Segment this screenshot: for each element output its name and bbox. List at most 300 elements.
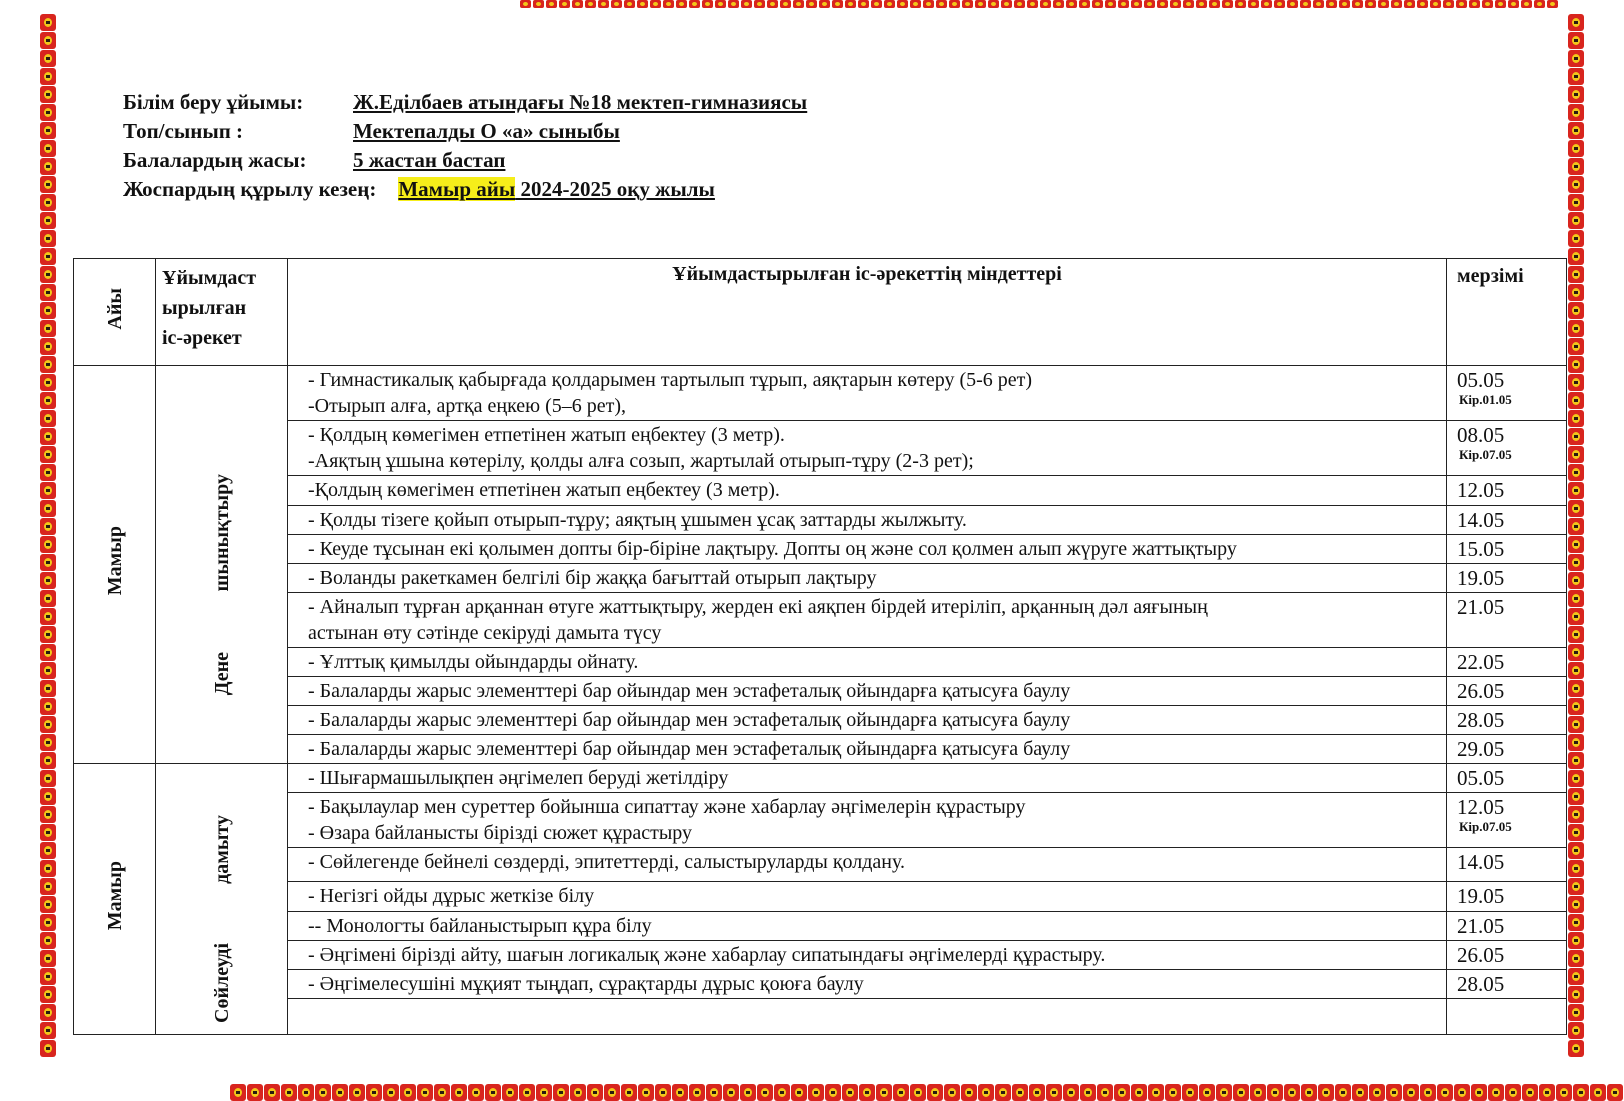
ornament-tile	[995, 1084, 1011, 1101]
ornament-tile	[40, 752, 56, 769]
ornament-tile	[1148, 1084, 1164, 1101]
ornament-tile	[767, 0, 778, 8]
ornament-tile	[1505, 1084, 1521, 1101]
ornament-tile	[663, 0, 674, 8]
ornament-tile	[1352, 1084, 1368, 1101]
ornament-tile	[1568, 608, 1584, 625]
header-row-period	[123, 175, 807, 204]
ornament-tile	[1568, 68, 1584, 85]
ornament-tile	[1568, 1022, 1584, 1039]
ornament-tile	[1365, 0, 1376, 8]
date-cell	[1447, 735, 1567, 764]
activity-text: шынықтыру	[210, 474, 233, 592]
org-label: Білім беру ұйымы:	[123, 90, 304, 114]
ornament-tile	[859, 1084, 875, 1101]
ornament-tile	[40, 266, 56, 283]
ornament-tile	[1335, 1084, 1351, 1101]
month-cell	[74, 366, 156, 764]
ornament-tile	[1165, 1084, 1181, 1101]
ornament-tile	[1568, 158, 1584, 175]
ornament-tile	[1568, 50, 1584, 67]
table-row	[74, 564, 1567, 593]
ornament-tile	[910, 1084, 926, 1101]
task-cell	[288, 506, 1447, 535]
ornament-tile	[1222, 0, 1233, 8]
task-cell	[288, 421, 1447, 476]
ornament-tile	[1568, 212, 1584, 229]
ornament-tile	[40, 950, 56, 967]
date-value: 08.05	[1457, 423, 1505, 447]
date-value: 22.05	[1457, 650, 1505, 674]
ornament-tile	[40, 1022, 56, 1039]
ornament-tile	[1521, 0, 1532, 8]
task-line: - Шығармашылықпен әңгімелеп беруді жетілдіру	[308, 767, 729, 789]
task-cell	[288, 970, 1447, 999]
ornament-tile	[1568, 176, 1584, 193]
ornament-tile	[40, 482, 56, 499]
task-line: - Бақылаулар мен суреттер бойынша сипаттау және хабарлау әңгімелерін құрастыру	[308, 796, 1026, 818]
ornament-tile	[689, 0, 700, 8]
ornament-tile	[1437, 1084, 1453, 1101]
ornament-tile	[871, 0, 882, 8]
ornament-tile	[40, 320, 56, 337]
ornament-tile	[1063, 1084, 1079, 1101]
ornament-tile	[1012, 1084, 1028, 1101]
task-line: - Айналып тұрған арқаннан өтуге жаттықтыру, жерден екі аяқпен бірдей итеріліп, арқанның дәл аяғының	[308, 596, 1208, 618]
ornament-tile	[572, 0, 583, 8]
date-value: 05.05	[1457, 766, 1505, 790]
task-line: -Отырып алға, артқа еңкею (5–6 рет),	[308, 395, 627, 417]
task-line: - Балаларды жарыс элементтері бар ойындар мен эстафеталық ойындарға қатысуға баулу	[308, 738, 1071, 760]
ornament-tile	[40, 86, 56, 103]
ornament-tile	[40, 554, 56, 571]
ornament-tile	[845, 0, 856, 8]
task-cell	[288, 648, 1447, 677]
ornament-tile	[1568, 194, 1584, 211]
ornament-tile	[1488, 1084, 1504, 1101]
group-label: Топ/сынып :	[123, 119, 244, 143]
ornament-tile	[988, 0, 999, 8]
ornament-tile	[40, 230, 56, 247]
task-cell	[288, 677, 1447, 706]
ornament-tile	[621, 1084, 637, 1101]
month-text: Мамыр	[103, 860, 126, 931]
ornament-tile	[1568, 716, 1584, 733]
ornament-tile	[1547, 0, 1558, 8]
ornament-tile	[1568, 446, 1584, 463]
task-cell	[288, 366, 1447, 421]
ornament-tile	[1118, 0, 1129, 8]
activity-col	[209, 775, 235, 1024]
ornament-tile	[1318, 1084, 1334, 1101]
ornament-tile	[247, 1084, 263, 1101]
ornament-tile	[1539, 1084, 1555, 1101]
ornament-tile	[1182, 1084, 1198, 1101]
ornament-tile	[1131, 1084, 1147, 1101]
ornament-tile	[1568, 302, 1584, 319]
ornament-tile	[1233, 1084, 1249, 1101]
ornament-tile	[715, 0, 726, 8]
ornament-tile	[1568, 428, 1584, 445]
ornament-tile	[1568, 266, 1584, 283]
task-cell	[288, 706, 1447, 735]
ornament-tile	[1568, 536, 1584, 553]
ornament-tile	[1079, 0, 1090, 8]
ornament-tile	[40, 194, 56, 211]
ornament-tile	[897, 0, 908, 8]
ornament-tile	[611, 0, 622, 8]
task-line: - Қолды тізеге қойып отырып-тұру; аяқтың ұшымен ұсақ заттарды жылжыту.	[308, 509, 967, 531]
task-cell-empty	[288, 999, 1447, 1035]
date-cell	[1447, 706, 1567, 735]
task-cell	[288, 912, 1447, 941]
date-value: 05.05	[1457, 368, 1505, 392]
ornament-tile	[1568, 122, 1584, 139]
ornament-tile	[1027, 0, 1038, 8]
ornament-tile	[1097, 1084, 1113, 1101]
ornament-tile	[40, 986, 56, 1003]
ornament-tile	[832, 0, 843, 8]
ornament-tile	[1417, 0, 1428, 8]
ornament-tile	[754, 0, 765, 8]
ornament-tile	[40, 500, 56, 517]
date-cell	[1447, 506, 1567, 535]
task-line: - Балаларды жарыс элементтері бар ойындар мен эстафеталық ойындарға қатысуға баулу	[308, 680, 1071, 702]
ornament-tile	[40, 284, 56, 301]
task-cell	[288, 941, 1447, 970]
ornament-tile	[1339, 0, 1350, 8]
ornament-tile	[1568, 230, 1584, 247]
ornament-tile	[1568, 1040, 1584, 1057]
period-value	[398, 175, 715, 204]
task-cell	[288, 564, 1447, 593]
col-activity-line3: іс-әрекет	[162, 327, 242, 349]
table-row	[74, 706, 1567, 735]
ornament-tile	[1568, 698, 1584, 715]
ornament-tile	[40, 14, 56, 31]
date-cell	[1447, 476, 1567, 506]
activity-text: Дене	[210, 651, 233, 695]
table-body	[74, 366, 1567, 1035]
ornament-tile	[1430, 0, 1441, 8]
ornament-tile	[40, 860, 56, 877]
period-label: Жоспардың құрылу кезең:	[123, 177, 377, 201]
date-value: 29.05	[1457, 737, 1505, 761]
date-cell	[1447, 677, 1567, 706]
ornament-tile	[519, 1084, 535, 1101]
ornament-tile	[1170, 0, 1181, 8]
ornament-tile	[546, 0, 557, 8]
ornament-tile	[40, 140, 56, 157]
ornament-tile	[1568, 770, 1584, 787]
month-text: Мамыр	[103, 526, 126, 596]
ornament-tile	[741, 0, 752, 8]
ornament-tile	[1080, 1084, 1096, 1101]
ornament-tile	[740, 1084, 756, 1101]
ornament-tile	[1568, 32, 1584, 49]
ornament-tile	[40, 50, 56, 67]
date-value: 21.05	[1457, 914, 1505, 938]
ornament-tile	[40, 842, 56, 859]
task-line: - Қолдың көмегімен етпетінен жатып еңбектеу (3 метр).	[308, 424, 785, 446]
ornament-tile	[366, 1084, 382, 1101]
task-line: -Қолдың көмегімен етпетінен жатып еңбектеу (3 метр).	[308, 479, 780, 501]
date-cell	[1447, 648, 1567, 677]
ornament-tile	[40, 338, 56, 355]
ornament-tile	[1508, 0, 1519, 8]
ornament-tile	[1066, 0, 1077, 8]
ornament-tile	[1267, 1084, 1283, 1101]
ornament-tile	[1001, 0, 1012, 8]
ornament-tile	[1568, 14, 1584, 31]
table-row	[74, 793, 1567, 848]
ornament-tile	[1300, 0, 1311, 8]
ornament-tile	[598, 0, 609, 8]
table-row	[74, 535, 1567, 564]
ornament-tile	[638, 1084, 654, 1101]
ornament-tile	[40, 446, 56, 463]
date-value: 28.05	[1457, 972, 1505, 996]
ornament-tile	[40, 662, 56, 679]
month-cell	[74, 764, 156, 1035]
ornament-tile	[1301, 1084, 1317, 1101]
ornament-tile	[927, 1084, 943, 1101]
table-row	[74, 941, 1567, 970]
header-row-group	[123, 117, 807, 146]
table-row	[74, 648, 1567, 677]
ornament-tile	[40, 608, 56, 625]
date-cell	[1447, 793, 1567, 848]
table-row	[74, 848, 1567, 882]
ornament-tile	[40, 968, 56, 985]
ornament-tile	[315, 1084, 331, 1101]
header-row-age	[123, 146, 807, 175]
ornament-tile	[975, 0, 986, 8]
ornament-tile	[1568, 968, 1584, 985]
ornament-tile	[1568, 500, 1584, 517]
task-cell	[288, 882, 1447, 912]
ornament-tile	[1014, 0, 1025, 8]
table-row	[74, 735, 1567, 764]
activity-text: Сөйлеуді	[210, 943, 233, 1024]
ornament-tile	[485, 1084, 501, 1101]
ornament-border-bottom	[230, 1084, 1623, 1101]
table-row	[74, 882, 1567, 912]
ornament-tile	[1522, 1084, 1538, 1101]
ornament-tile	[40, 176, 56, 193]
ornament-tile	[1391, 0, 1402, 8]
ornament-tile	[1568, 788, 1584, 805]
ornament-tile	[1568, 338, 1584, 355]
ornament-tile	[40, 590, 56, 607]
ornament-tile	[936, 0, 947, 8]
ornament-tile	[858, 0, 869, 8]
ornament-tile	[40, 1040, 56, 1057]
ornament-tile	[1326, 0, 1337, 8]
document-header	[123, 88, 807, 204]
ornament-tile	[819, 0, 830, 8]
ornament-tile	[676, 0, 687, 8]
ornament-tile	[706, 1084, 722, 1101]
ornament-tile	[1568, 950, 1584, 967]
ornament-tile	[40, 428, 56, 445]
ornament-tile	[1456, 0, 1467, 8]
ornament-tile	[944, 1084, 960, 1101]
ornament-tile	[1568, 518, 1584, 535]
ornament-tile	[650, 0, 661, 8]
ornament-tile	[1534, 0, 1545, 8]
ornament-tile	[468, 1084, 484, 1101]
ornament-tile	[1568, 464, 1584, 481]
ornament-tile	[1386, 1084, 1402, 1101]
date-cell	[1447, 882, 1567, 912]
ornament-tile	[808, 1084, 824, 1101]
ornament-tile	[1568, 86, 1584, 103]
ornament-tile	[40, 788, 56, 805]
task-cell	[288, 535, 1447, 564]
date-value: 19.05	[1457, 884, 1505, 908]
task-cell	[288, 735, 1447, 764]
ornament-tile	[672, 1084, 688, 1101]
ornament-tile	[40, 104, 56, 121]
ornament-tile	[40, 374, 56, 391]
ornament-tile	[1568, 356, 1584, 373]
ornament-tile	[961, 1084, 977, 1101]
ornament-tile	[757, 1084, 773, 1101]
ornament-tile	[40, 824, 56, 841]
ornament-tile	[533, 0, 544, 8]
ornament-tile	[1568, 896, 1584, 913]
ornament-tile	[655, 1084, 671, 1101]
date-note: Кір.07.05	[1459, 819, 1512, 834]
ornament-tile	[791, 1084, 807, 1101]
task-cell	[288, 593, 1447, 648]
task-line: - Сөйлегенде бейнелі сөздерді, эпитеттерді, салыстыруларды қолдану.	[308, 851, 906, 873]
group-value: Мектепалды О «а» сыныбы	[353, 119, 620, 143]
date-value: 26.05	[1457, 943, 1505, 967]
task-line: астынан өту сәтінде секіруді дамыта түсу	[308, 622, 662, 644]
table-row	[74, 764, 1567, 793]
date-cell	[1447, 764, 1567, 793]
period-highlight: Мамыр айы	[398, 177, 516, 201]
ornament-tile	[40, 122, 56, 139]
ornament-tile	[1131, 0, 1142, 8]
ornament-tile	[570, 1084, 586, 1101]
ornament-tile	[1053, 0, 1064, 8]
ornament-tile	[1157, 0, 1168, 8]
ornament-tile	[1235, 0, 1246, 8]
ornament-tile	[1568, 734, 1584, 751]
date-value: 14.05	[1457, 508, 1505, 532]
ornament-tile	[1568, 1004, 1584, 1021]
ornament-tile	[417, 1084, 433, 1101]
task-line: -Аяқтың ұшына көтерілу, қолды алға созып, жартылай отырып-тұру (2-3 рет);	[308, 450, 974, 472]
activity-col	[209, 434, 235, 695]
table-row	[74, 912, 1567, 941]
ornament-tile	[1568, 626, 1584, 643]
ornament-tile	[40, 716, 56, 733]
date-note: Кір.01.05	[1459, 392, 1512, 407]
ornament-tile	[1568, 554, 1584, 571]
col-header-activity	[156, 259, 288, 366]
ornament-tile	[702, 0, 713, 8]
age-label: Балалардың жасы:	[123, 148, 307, 172]
ornament-tile	[780, 0, 791, 8]
ornament-tile	[40, 572, 56, 589]
ornament-tile	[332, 1084, 348, 1101]
ornament-tile	[1568, 662, 1584, 679]
ornament-tile	[604, 1084, 620, 1101]
ornament-tile	[1568, 320, 1584, 337]
date-cell	[1447, 593, 1567, 648]
ornament-tile	[230, 1084, 246, 1101]
ornament-tile	[1568, 644, 1584, 661]
date-value: 26.05	[1457, 679, 1505, 703]
ornament-tile	[1568, 842, 1584, 859]
ornament-tile	[884, 0, 895, 8]
ornament-tile	[383, 1084, 399, 1101]
ornament-tile	[806, 0, 817, 8]
ornament-tile	[1573, 1084, 1589, 1101]
ornament-tile	[1404, 0, 1415, 8]
ornament-tile	[40, 1004, 56, 1021]
ornament-tile	[40, 698, 56, 715]
date-value: 19.05	[1457, 566, 1505, 590]
ornament-tile	[40, 410, 56, 427]
date-value: 21.05	[1457, 595, 1505, 619]
ornament-tile	[40, 356, 56, 373]
ornament-tile	[40, 644, 56, 661]
task-line: - Негізгі ойды дұрыс жеткізе білу	[308, 885, 595, 907]
ornament-tile	[264, 1084, 280, 1101]
ornament-tile	[1216, 1084, 1232, 1101]
ornament-tile	[1556, 1084, 1572, 1101]
ornament-tile	[1568, 680, 1584, 697]
ornament-tile	[1568, 482, 1584, 499]
ornament-border-right	[1568, 14, 1584, 1057]
ornament-tile	[1568, 806, 1584, 823]
ornament-tile	[559, 0, 570, 8]
ornament-tile	[1369, 1084, 1385, 1101]
ornament-tile	[774, 1084, 790, 1101]
ornament-tile	[40, 914, 56, 931]
date-value: 14.05	[1457, 850, 1505, 874]
table-row	[74, 970, 1567, 999]
ornament-tile	[1183, 0, 1194, 8]
task-line: - Ұлттық қимылды ойындарды ойнату.	[308, 651, 639, 673]
col-header-month	[74, 259, 156, 366]
ornament-tile	[1568, 410, 1584, 427]
ornament-tile	[536, 1084, 552, 1101]
ornament-tile	[1248, 0, 1259, 8]
task-line: - Әңгімелесушіні мұқият тыңдап, сұрақтарды дұрыс қоюға баулу	[308, 973, 864, 995]
ornament-tile	[1568, 860, 1584, 877]
ornament-tile	[949, 0, 960, 8]
ornament-tile	[1313, 0, 1324, 8]
activity-cell	[156, 764, 288, 1035]
ornament-tile	[40, 896, 56, 913]
table-row	[74, 593, 1567, 648]
date-value: 12.05	[1457, 478, 1505, 502]
ornament-tile	[1287, 0, 1298, 8]
ornament-tile	[1274, 0, 1285, 8]
date-cell	[1447, 941, 1567, 970]
ornament-tile	[1568, 878, 1584, 895]
task-line: - Балаларды жарыс элементтері бар ойындар мен эстафеталық ойындарға қатысуға баулу	[308, 709, 1071, 731]
ornament-tile	[40, 536, 56, 553]
ornament-tile	[1607, 1084, 1623, 1101]
ornament-tile	[1196, 0, 1207, 8]
